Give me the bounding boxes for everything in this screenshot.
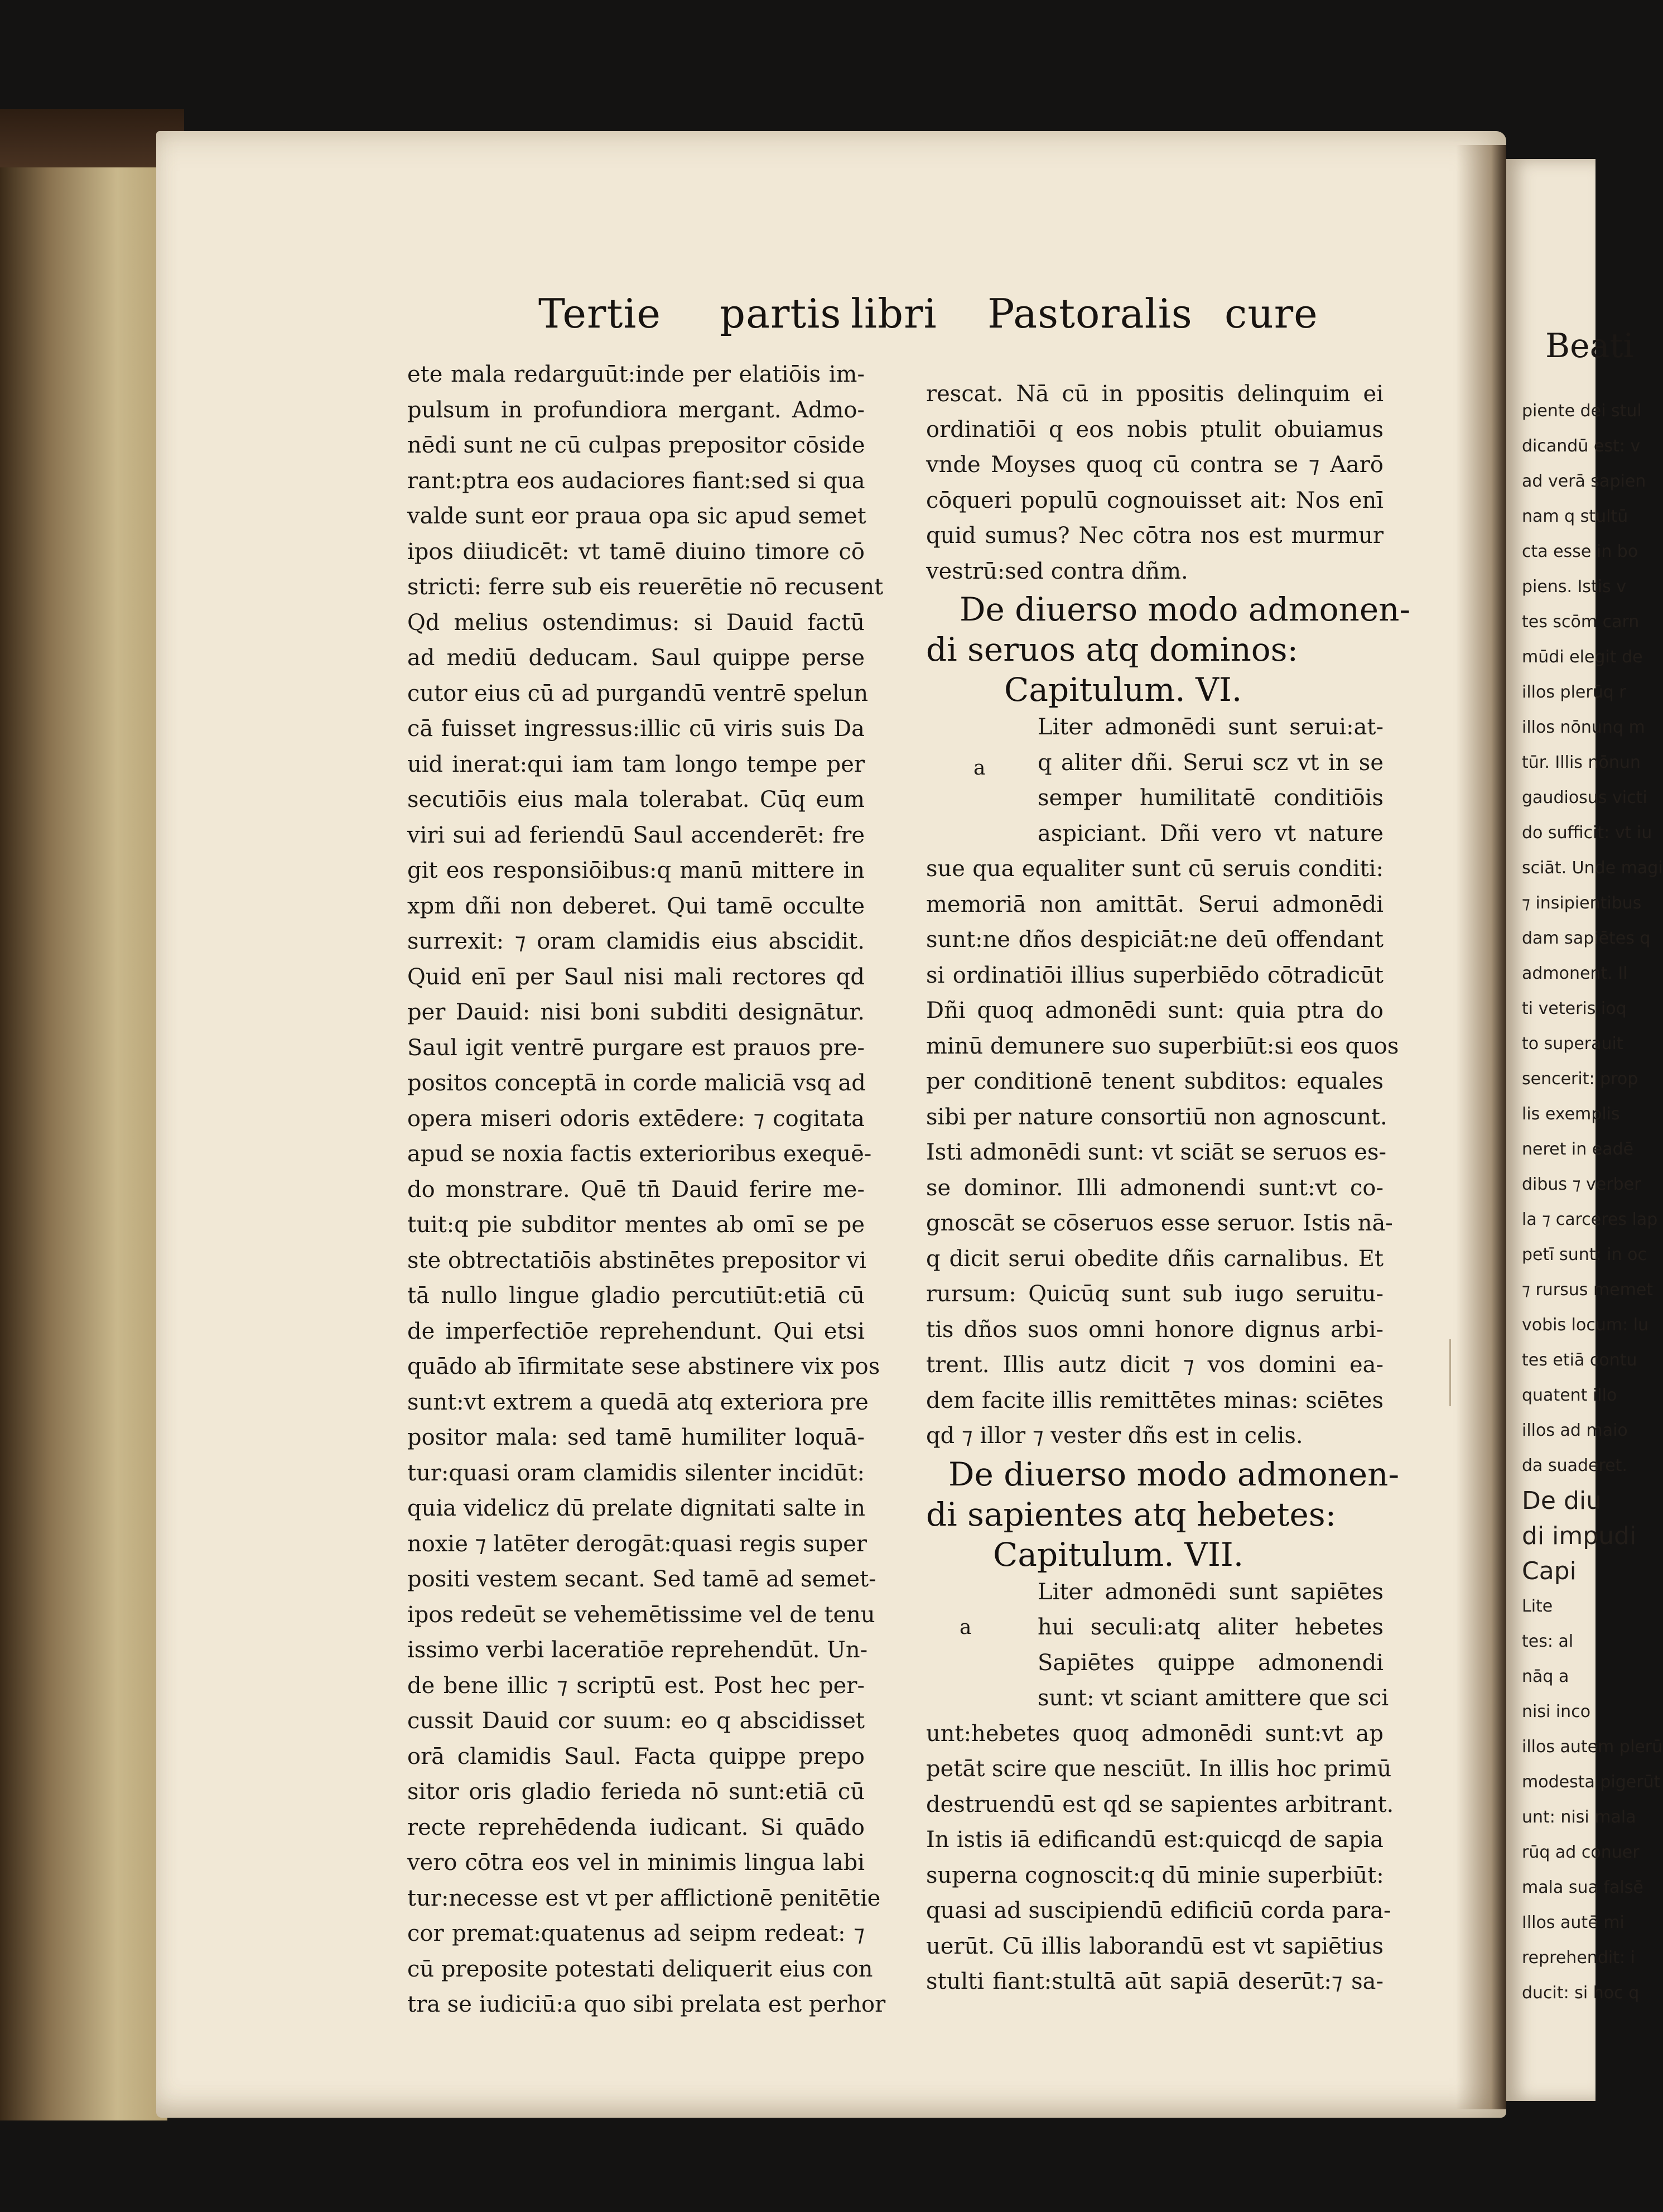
text-line: do monstrare. Quē tn̄ Dauid ferire me-	[407, 1176, 865, 1203]
next-page-heading: De diu	[1522, 1487, 1602, 1515]
text-line: destruendū est qd se sapientes arbitrant.	[926, 1791, 1394, 1817]
text-line: recte reprehēdenda iudicant. Si quādo	[407, 1814, 865, 1840]
text-line: tra se iudiciū:a quo sibi prelata est perhor	[407, 1992, 886, 2017]
text-line: noxie ⁊ latēter derogāt:quasi regis super	[407, 1531, 867, 1557]
text-line: Qd melius ostendimus: si Dauid factū	[407, 609, 865, 636]
chapter-6-heading-line-1: De diuerso modo admonen-	[960, 590, 1411, 628]
next-page-line: rūq ad conuer	[1522, 1843, 1640, 1862]
text-line: si ordinatiōi illius superbiēdo cōtradicūt	[926, 962, 1384, 988]
text-line: memoriā non amittāt. Serui admonēdi	[926, 891, 1384, 917]
running-header-word-1: Tertie	[538, 290, 662, 337]
next-page-heading: di impudi	[1522, 1522, 1637, 1550]
text-line: sue qua equaliter sunt cū seruis conditi:	[926, 856, 1384, 882]
text-line: sibi per nature consortiū non agnoscunt.	[926, 1104, 1387, 1130]
running-header-word-3: libri	[851, 290, 937, 337]
next-page-line: reprehendit: i	[1522, 1948, 1635, 1968]
running-header-word-4: Pastoralis	[987, 290, 1193, 337]
book-page-edges	[0, 167, 167, 2120]
next-page-line: dam sapiētes q	[1522, 929, 1651, 948]
next-page-line: to superauit	[1522, 1034, 1623, 1054]
next-page-line: tes: al	[1522, 1632, 1574, 1651]
next-page-line: cta esse in bo	[1522, 542, 1638, 561]
text-line: tur:necesse est vt per afflictionē penitētie	[407, 1885, 881, 1911]
text-line: nēdi sunt ne cū culpas prepositor cōside	[407, 432, 865, 458]
text-line: git eos responsiōibus:q manū mittere in	[407, 858, 865, 883]
next-page-line: mūdi elegit de	[1522, 647, 1643, 667]
next-page-line: lis exemplis	[1522, 1104, 1620, 1124]
next-page-line: ducit: si hoc q	[1522, 1983, 1640, 2003]
text-line: ipos diiudicēt: vt tamē diuino timore cō	[407, 538, 865, 565]
text-line: cōqueri populū cognouisset ait: Nos enī	[926, 487, 1384, 513]
text-line: dem facite illis remittētes minas: sciētes	[926, 1387, 1384, 1413]
text-line: Sapiētes quippe admonendi	[1038, 1650, 1384, 1676]
text-line: issimo verbi laceratiōe reprehendūt. Un-	[407, 1637, 868, 1663]
next-page-line: admonent. Il	[1522, 964, 1628, 983]
text-line: quasi ad suscipiendū edificiū corda para-	[926, 1898, 1391, 1924]
next-page-line: la ⁊ carceres lap	[1522, 1210, 1658, 1229]
text-line: valde sunt eor praua opa sic apud semet	[407, 503, 866, 529]
next-page-line: nāq a	[1522, 1667, 1569, 1686]
next-page-line: piente dei stul	[1522, 401, 1642, 421]
text-line: In istis iā edificandū est:quicqd de sapia	[926, 1827, 1384, 1853]
next-page-line: tes scōm carn	[1522, 612, 1640, 632]
chapter-6-heading-line-2: di seruos atq dominos:	[926, 631, 1299, 669]
text-line: quādo ab īfirmitate sese abstinere vix pos	[407, 1354, 880, 1379]
text-line: cutor eius cū ad purgandū ventrē spelun	[407, 680, 869, 706]
text-line: de imperfectiōe reprehendunt. Qui etsi	[407, 1318, 865, 1344]
chapter-7-text	[926, 1575, 1394, 2000]
chapter-6-marginal-letter: a	[973, 757, 986, 780]
text-line: se dominor. Illi admonendi sunt:vt co-	[926, 1175, 1384, 1201]
text-line: q dicit serui obedite dñis carnalibus. Et	[926, 1246, 1384, 1272]
text-line: ordinatiōi q eos nobis ptulit obuiamus	[926, 416, 1384, 443]
text-line: tuit:q pie subditor mentes ab omī se pe	[407, 1212, 865, 1238]
next-page-line: illos autem plerū	[1522, 1737, 1663, 1757]
next-page-line: petī sunt: in oc	[1522, 1245, 1647, 1264]
next-page-line: quatent illo	[1522, 1386, 1617, 1405]
text-line: uerūt. Cū illis laborandū est vt sapiētius	[926, 1933, 1384, 1959]
text-line: per conditionē tenent subditos: equales	[926, 1069, 1384, 1094]
chapter-7-heading-line-1: De diuerso modo admonen-	[948, 1455, 1400, 1493]
running-header-word-2: partis	[720, 290, 842, 337]
text-line: sunt: vt sciant amittere que sci	[1038, 1685, 1389, 1711]
text-line: vestrū:sed contra dñm.	[926, 558, 1188, 584]
text-line: ete mala redarguūt:inde per elatiōis im-	[407, 362, 865, 387]
next-page-line: neret in eadē	[1522, 1139, 1634, 1159]
text-line: ad mediū deducam. Saul quippe perse	[407, 645, 865, 671]
next-page-line: da suaderet.	[1522, 1456, 1627, 1475]
text-line: rescat. Nā cū in ppositis delinquim ei	[926, 381, 1384, 407]
next-page-line: sencerit: prop	[1522, 1069, 1638, 1089]
text-line: cā fuisset ingressus:illic cū viris suis Da	[407, 716, 865, 742]
text-line: minū demunere suo superbiūt:si eos quos	[926, 1033, 1399, 1059]
text-column-right	[926, 377, 1411, 2000]
text-line: Quid enī per Saul nisi mali rectores qd	[407, 964, 865, 990]
next-page-line: dibus ⁊ verber	[1522, 1175, 1641, 1194]
text-line: sunt:ne dños despiciāt:ne deū offendant	[926, 927, 1384, 953]
text-line: orā clamidis Saul. Facta quippe prepo	[407, 1743, 865, 1769]
next-page-line: unt: nisi mala	[1522, 1807, 1636, 1827]
chapter-7-title: Capitulum. VII.	[993, 1535, 1244, 1574]
running-header-word-5: cure	[1225, 290, 1318, 337]
next-page-line: gaudiosus victi	[1522, 788, 1647, 807]
right-column-continuation	[926, 377, 1384, 589]
chapter-7-marginal-letter: a	[960, 1615, 972, 1639]
next-page-line: ⁊ insipientibus	[1522, 893, 1642, 913]
text-line: vero cōtra eos vel in minimis lingua labi	[407, 1850, 865, 1876]
book-page-right-partial	[1506, 159, 1663, 2101]
text-line: ste obtrectatiōis abstinētes prepositor vi	[407, 1247, 866, 1273]
next-page-line: illos plerūq r	[1522, 682, 1626, 702]
text-line: qd ⁊ illor ⁊ vester dñs est in celis.	[926, 1423, 1303, 1449]
next-page-line: tūr. Illis nōnun	[1522, 753, 1641, 772]
text-line: trent. Illis autz dicit ⁊ vos domini ea-	[926, 1352, 1384, 1378]
text-line: stricti: ferre sub eis reuerētie nō recusent	[407, 574, 884, 600]
text-line: per Dauid: nisi boni subditi designātur.	[407, 999, 865, 1025]
text-line: q aliter dñi. Serui scz vt in se	[1038, 749, 1384, 776]
text-line: vnde Moyses quoq cū contra se ⁊ Aarō	[926, 452, 1384, 478]
book-gutter	[1456, 145, 1506, 2109]
text-line: Isti admonēdi sunt: vt sciāt se seruos es-	[926, 1139, 1387, 1165]
text-line: Liter admonēdi sunt serui:at-	[1038, 714, 1384, 740]
text-line: Dñi quoq admonēdi sunt: quia ptra do	[926, 998, 1384, 1023]
text-line: opera miseri odoris extēdere: ⁊ cogitata	[407, 1105, 865, 1132]
chapter-7	[926, 1454, 1400, 2000]
text-line: unt:hebetes quoq admonēdi sunt:vt ap	[926, 1720, 1384, 1747]
text-line: sitor oris gladio ferieda nō sunt:etiā cū	[407, 1779, 865, 1805]
next-page-line: illos ad maio	[1522, 1421, 1628, 1440]
text-line: petāt scire que nesciūt. In illis hoc primū	[926, 1756, 1392, 1782]
text-line: stulti fiant:stultā aūt sapiā deserūt:⁊ sa-	[926, 1969, 1384, 1994]
text-line: pulsum in profundiora mergant. Admo-	[407, 397, 865, 423]
text-line: gnoscāt se cōseruos esse seruor. Istis nā-	[926, 1210, 1393, 1236]
text-line: tā nullo lingue gladio percutiūt:etiā cū	[407, 1283, 865, 1309]
text-line: ipos redeūt se vehemētissime vel de tenu	[407, 1602, 875, 1628]
chapter-7-heading-line-2: di sapientes atq hebetes:	[926, 1495, 1337, 1533]
next-page-heading: Capi	[1522, 1557, 1577, 1585]
next-page-line: tes etiā contu	[1522, 1350, 1637, 1370]
text-line: Liter admonēdi sunt sapiētes	[1038, 1579, 1384, 1605]
next-page-line: nam q stultū	[1522, 507, 1628, 526]
next-page-line: modesta pigerūt	[1522, 1772, 1661, 1792]
text-line: aspiciant. Dñi vero vt nature	[1038, 820, 1384, 847]
text-line: positos conceptā in corde maliciā vsq ad	[407, 1070, 866, 1096]
text-line: quid sumus? Nec cōtra nos est murmur	[926, 523, 1384, 549]
next-page-line: piens. Istis v	[1522, 577, 1627, 597]
text-line: cū preposite potestati deliquerit eius con	[407, 1956, 873, 1982]
next-page-line: ad verā sapien	[1522, 472, 1646, 491]
next-page-text	[1522, 393, 1663, 2011]
text-line: secutiōis eius mala tolerabat. Cūq eum	[407, 787, 865, 812]
next-page-line: ti veteris ioq	[1522, 999, 1627, 1018]
margin-crease	[1449, 1339, 1459, 1406]
next-page-line: nisi inco	[1522, 1702, 1591, 1721]
text-line: Saul igit ventrē purgare est prauos pre-	[407, 1035, 865, 1061]
next-page-line: mala sua falsē	[1522, 1878, 1643, 1897]
next-page-line: illos nōnunq m	[1522, 718, 1645, 737]
text-line: superna cognoscit:q dū minie superbiūt:	[926, 1862, 1384, 1888]
text-line: tis dños suos omni honore dignus arbi-	[926, 1316, 1384, 1343]
text-line: hui seculi:atq aliter hebetes	[1038, 1614, 1384, 1640]
text-line: sunt:vt extrem a quedā atq exteriora pre	[407, 1389, 869, 1415]
text-column-left	[407, 357, 886, 2023]
text-line: uid inerat:qui iam tam longo tempe per	[407, 751, 865, 777]
next-page-line: ⁊ rursus memet	[1522, 1280, 1654, 1300]
text-line: rursum: Quicūq sunt sub iugo seruitu-	[926, 1281, 1384, 1307]
text-line: viri sui ad feriendū Saul accenderēt: fre	[407, 822, 865, 848]
text-line: tur:quasi oram clamidis silenter incidūt:	[407, 1460, 865, 1486]
text-line: semper humilitatē conditiōis	[1038, 785, 1384, 811]
next-page-line: Lite	[1522, 1597, 1553, 1616]
text-line: positor mala: sed tamē humiliter loquā-	[407, 1425, 865, 1450]
next-page-line: vobis locum: lu	[1522, 1315, 1649, 1335]
text-line: quia videlicz dū prelate dignitati salte in	[407, 1495, 865, 1521]
next-page-line: sciāt. Unde magi	[1522, 858, 1663, 878]
text-line: rant:ptra eos audaciores fiant:sed si qua	[407, 468, 865, 494]
next-page-line: Illos autē mi	[1522, 1913, 1625, 1932]
text-line: xpm dñi non deberet. Qui tamē occulte	[407, 893, 865, 919]
next-page-line: dicandū est: v	[1522, 436, 1641, 456]
text-line: de bene illic ⁊ scriptū est. Post hec per-	[407, 1672, 865, 1699]
text-line: cor premat:quatenus ad seipm redeat: ⁊	[407, 1921, 865, 1946]
next-page-header: Beati	[1545, 326, 1634, 366]
chapter-6-text	[926, 710, 1399, 1454]
next-page-line: do sufficit: vt iu	[1522, 823, 1652, 843]
text-line: cussit Dauid cor suum: eo q abscidisset	[407, 1708, 865, 1734]
chapter-6-title: Capitulum. VI.	[1004, 671, 1242, 709]
text-line: apud se noxia factis exterioribus exequē-	[407, 1141, 872, 1167]
text-line: positi vestem secant. Sed tamē ad semet-	[407, 1566, 876, 1592]
chapter-6	[926, 589, 1411, 1454]
text-line: surrexit: ⁊ oram clamidis eius abscidit.	[407, 929, 865, 954]
